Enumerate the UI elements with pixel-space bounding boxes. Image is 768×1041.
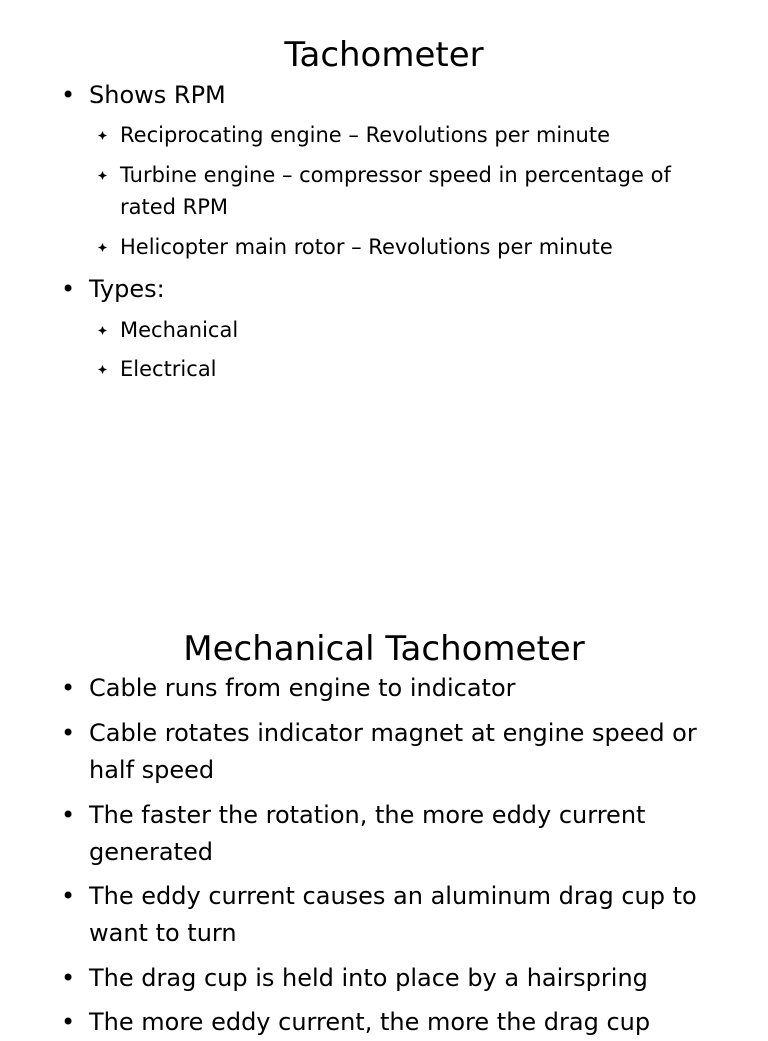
bullet-text: The faster the rotation, the more eddy current generated — [89, 801, 646, 866]
slide-title: Tachometer — [284, 35, 484, 75]
sub-bullet-text: Helicopter main rotor – Revolutions per minute — [120, 235, 613, 259]
bullet-item — [61, 715, 709, 789]
bullet-dot-icon: • — [61, 801, 76, 829]
slide-title: Mechanical Tachometer — [183, 629, 585, 669]
bullet-text: The drag cup is held into place by a hairspring — [89, 964, 648, 992]
sub-bullet-text: Reciprocating engine – Revolutions per minute — [120, 123, 611, 147]
bullet-item — [61, 1004, 709, 1041]
bullet-dot-icon: • — [61, 81, 76, 109]
sub-bullet-text: Mechanical — [120, 318, 239, 342]
bullet-text: Cable runs from engine to indicator — [89, 674, 516, 702]
bullet-item — [61, 670, 709, 707]
bullet-item — [61, 797, 709, 871]
bullet-dot-icon: • — [61, 719, 76, 747]
bullet-item — [61, 878, 709, 952]
bullet-text: Shows RPM — [89, 81, 226, 109]
bullet-text: Types: — [89, 275, 165, 303]
sub-bullet-text: Electrical — [120, 357, 217, 381]
sub-bullet-text: Turbine engine – compressor speed in percentage of rated RPM — [120, 163, 671, 219]
bullet-text: The eddy current causes an aluminum drag cup to want to turn — [89, 882, 697, 947]
bullet-text: The more eddy current, the more the drag cup — [89, 1008, 651, 1036]
bullet-dot-icon: • — [61, 275, 76, 303]
bullet-text: Cable rotates indicator magnet at engine speed or half speed — [89, 719, 697, 784]
bullet-item — [61, 960, 709, 997]
bullet-dot-icon: • — [61, 882, 76, 910]
bullet-dot-icon: • — [61, 964, 76, 992]
bullet-dot-icon: • — [61, 674, 76, 702]
bullet-dot-icon: • — [61, 1008, 76, 1036]
